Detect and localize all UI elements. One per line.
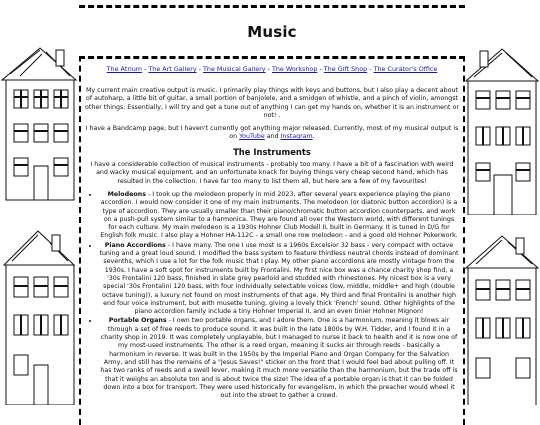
nav-link-atrium[interactable]: The Atrium [106, 65, 143, 73]
nav-separator: - [367, 65, 374, 73]
page-content [81, 87, 463, 400]
nav-separator: - [317, 65, 324, 73]
nav-link-art-gallery[interactable]: The Art Gallery [148, 65, 197, 73]
instagram-link[interactable]: Instagram [280, 133, 313, 141]
nav-link-gift-shop[interactable]: The Gift Shop [323, 65, 368, 73]
list-item [99, 317, 459, 400]
period-text: . [312, 133, 315, 141]
house-illustration-right-top [462, 45, 540, 215]
bandcamp-text: I have a Bandcamp page, but I haven't currently got anything major released. Currently, most of my musical output is on [85, 125, 459, 141]
instrument-name: Portable Organs [108, 317, 167, 325]
instruments-intro: I have a considerable collection of musical instruments - probably too many. I have a bit of a fascination with weird and wacky musical equipment, and an unfortunate knack for buying things very cheap second hand, which has resulted in the collection. I have far too many to list them all, but here are a few of my favourites! [90, 161, 454, 185]
left-house-column [0, 0, 78, 405]
instrument-description: - I took up the melodeon properly in mid 2023, after several years experience playing the piano accordion. I would now consider it one of my main instruments. The melodeon (or diatonic button accordion) is a type of accordion. They are usually smaller than their piano/chromatic button accordion counterparts, and work on a push-pull system similar to a harmonica. They are found all over the Western world, with different tunings for each culture. My main melodeon is a 1930s Hohner Club Modell II, built in Germany. It is tuned in D/G for English folk music. I also play a Hohner HA-112C - a small one row melodeon - and a good old Hohner Pokerwork. [100, 190, 458, 240]
list-item [99, 242, 459, 317]
instrument-description: - I own two portable organs, and I adore them. One is a harmonium, meaning it blows air through a set of free reeds to produce sound. It was built in the late 1800s by W.H. Tidder, and I found it in a charity shop in 2019. It was completely unplayable, but I managed to nurse it back to health and it is now one of my most-used instruments. The other is a reed organ, meaning it sucks air through reeds - basically a harmonium in reverse. It was built in the 1950s by the Imperial Piano and Organ Company for the Salvation Army, and still has the remains of a "Jesus Saves!" sticker on the front that I would feel bad about pulling off. It has two ranks of reeds and a swell lever, making it much more versatile than the harmonium, but the trade off is that it weighs an absolute ton and is about twice the size! The idea of a portable organ is that it can be folded down into a box for transport. They were used historically for evangelism, in which the preacher would wheel it out into the street to gather a crowd. [100, 317, 458, 400]
site-nav [81, 65, 463, 73]
list-item [99, 191, 459, 241]
nav-link-workshop[interactable]: The Workshop [271, 65, 318, 73]
instruments-heading: The Instruments [233, 146, 311, 157]
instrument-name: Piano Accordions [104, 241, 166, 249]
instrument-name: Melodeons [107, 190, 146, 198]
right-house-column [462, 0, 540, 405]
nav-separator: - [265, 65, 272, 73]
nav-separator: - [196, 65, 203, 73]
intro-paragraph: My current main creative output is music. I primarily play things with keys and buttons, but I also play a decent about of autoharp, a little bit of guitar, a small portion of banjolele, and a smidgen of whistle, and a pinch of violin, amongst other things. Essentially, I will try and get a tune out of anything I can get my hands on, whether it is an instrument or not! . [85, 87, 459, 119]
bandcamp-paragraph [85, 125, 459, 142]
main-column [79, 5, 465, 425]
youtube-link[interactable]: YouTube [239, 133, 265, 141]
page-header [79, 5, 465, 59]
nav-separator: - [142, 65, 149, 73]
nav-link-curators-office[interactable]: The Curator's Office [373, 65, 438, 73]
instrument-description: - I have many. The one I use most is a 1960s Excelsior 32 bass - very compact with octave tuning and a great loud sound. I modified the bass system to feature thirdless neutral chords instead of dominant sevenths, which I use a lot for the folk music that I play. My other piano accordions are mostly vintage from the 1930s. I have a soft spot for instruments built by Frontalini. My first nice box was a chance charity shop find, a '30s Frontalini 120 bass, finished in slate grey pearloid and studded with rhinestones. My nicest box is a very special '30s Frontalini 120 bass, with four individually selectable voices (low, middle, middle+ and high (double octave tuning)), a luxury not found on most instruments of that age. My third and final Frontalini is another high end four voice instrument, but with musette tuning, giving a lovely thick 'French' sound. Other highlights of the piano accordion family include a tiny Hohner Imperial II, and an even tinier Hohner Mignon! [99, 241, 459, 316]
house-illustration-left-top [0, 40, 78, 205]
house-illustration-left-bottom [0, 225, 78, 405]
nav-link-musical-gallery[interactable]: The Musical Gallery [202, 65, 266, 73]
page-title: Music [247, 23, 297, 41]
house-illustration-right-bottom [462, 230, 540, 405]
and-text: and [264, 133, 281, 141]
instrument-list [85, 191, 459, 400]
